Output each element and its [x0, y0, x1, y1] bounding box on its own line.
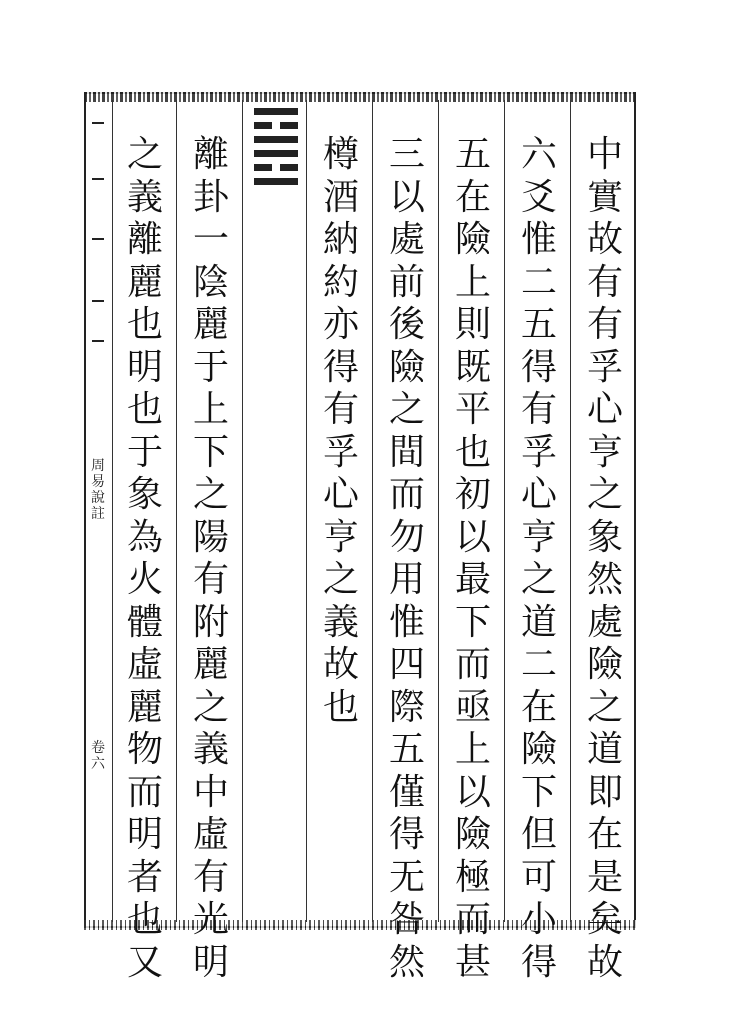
margin-mark: [92, 300, 104, 302]
text-column-3: [450, 134, 496, 984]
glyph: 之: [192, 474, 229, 515]
glyph: 于: [192, 346, 229, 388]
column-rule: [176, 100, 177, 922]
glyph: 險: [586, 644, 623, 685]
glyph: 既: [454, 346, 491, 388]
glyph: 有: [586, 261, 623, 303]
glyph: 義: [322, 601, 359, 643]
glyph: 後: [388, 304, 425, 345]
solid-line: [254, 108, 298, 115]
glyph: 孚: [586, 346, 623, 388]
glyph: 下: [454, 601, 491, 643]
margin-book-title: [88, 458, 108, 522]
glyph: 初: [454, 474, 491, 515]
glyph: 心: [586, 389, 623, 430]
glyph: 為: [126, 516, 163, 558]
column-rule: [504, 100, 505, 922]
glyph: 僅: [388, 771, 425, 813]
text-column-5: [318, 134, 364, 729]
glyph: 最: [454, 559, 491, 600]
glyph: 惟: [388, 601, 425, 643]
glyph: 道: [586, 729, 623, 770]
glyph: 之: [388, 389, 425, 430]
glyph: 即: [586, 771, 623, 813]
solid-line: [254, 150, 298, 157]
glyph: 亨: [520, 516, 557, 558]
glyph: 然: [388, 941, 425, 983]
glyph: 勿: [388, 516, 425, 558]
glyph: 得: [520, 346, 557, 388]
glyph: 義: [126, 176, 163, 218]
glyph: 惟: [520, 219, 557, 260]
glyph: 而: [388, 474, 425, 515]
glyph: 有: [192, 559, 229, 600]
glyph: 實: [586, 176, 623, 218]
glyph: 得: [520, 941, 557, 983]
glyph: 用: [388, 559, 425, 600]
solid-line: [254, 178, 298, 185]
glyph: 離: [192, 134, 229, 175]
glyph: 中: [192, 771, 229, 813]
glyph: 體: [126, 601, 163, 643]
margin-glyph: 周: [91, 458, 105, 474]
glyph: 以: [388, 176, 425, 218]
column-rule: [306, 100, 307, 922]
glyph: 在: [520, 686, 557, 728]
column-rule: [112, 100, 113, 922]
glyph: 而: [454, 899, 491, 940]
column-rule: [242, 100, 243, 922]
glyph: 也: [454, 431, 491, 473]
glyph: 五: [520, 304, 557, 345]
glyph: 亨: [322, 516, 359, 558]
glyph: 三: [388, 134, 425, 175]
text-column-6: [188, 134, 234, 984]
margin-mark: [92, 122, 104, 124]
glyph: 有: [322, 389, 359, 430]
glyph: 二: [520, 644, 557, 685]
glyph: 陽: [192, 516, 229, 558]
glyph: 之: [192, 686, 229, 728]
column-rule: [438, 100, 439, 922]
glyph: 道: [520, 601, 557, 643]
solid-line: [254, 136, 298, 143]
glyph: 甚: [454, 941, 491, 983]
glyph: 亟: [454, 686, 491, 728]
glyph: 險: [388, 346, 425, 388]
glyph: 矣: [586, 899, 623, 940]
hexagram-li-icon: [254, 108, 298, 185]
glyph: 而: [126, 771, 163, 813]
frame-top-border: [84, 92, 636, 102]
margin-glyph: 易: [91, 474, 105, 490]
broken-line: [254, 122, 298, 129]
glyph: 義: [192, 729, 229, 770]
glyph: 故: [586, 219, 623, 260]
glyph: 有: [192, 856, 229, 898]
glyph: 孚: [520, 431, 557, 473]
glyph: 五: [388, 729, 425, 770]
glyph: 小: [520, 899, 557, 940]
glyph: 處: [388, 219, 425, 260]
margin-glyph: 說: [91, 490, 105, 506]
glyph: 象: [126, 474, 163, 515]
glyph: 險: [520, 729, 557, 770]
glyph: 上: [454, 261, 491, 303]
glyph: 險: [454, 814, 491, 855]
broken-line: [254, 164, 298, 171]
glyph: 陰: [192, 261, 229, 303]
margin-page-label: [88, 740, 108, 772]
margin-glyph: 註: [91, 506, 105, 522]
glyph: 在: [454, 176, 491, 218]
glyph: 亦: [322, 304, 359, 345]
glyph: 前: [388, 261, 425, 303]
glyph: 之: [126, 134, 163, 175]
text-column-2: [516, 134, 562, 984]
glyph: 之: [520, 559, 557, 600]
glyph: 酒: [322, 176, 359, 218]
text-column-1: [582, 134, 628, 984]
glyph: 心: [322, 474, 359, 515]
glyph: 麗: [192, 644, 229, 685]
glyph: 故: [586, 941, 623, 983]
glyph: 之: [586, 686, 623, 728]
glyph: 明: [126, 346, 163, 388]
glyph: 故: [322, 644, 359, 685]
glyph: 以: [454, 771, 491, 813]
glyph: 之: [322, 559, 359, 600]
glyph: 虛: [192, 814, 229, 855]
glyph: 平: [454, 389, 491, 430]
glyph: 一: [192, 219, 229, 260]
glyph: 咎: [388, 899, 425, 940]
glyph: 也: [322, 686, 359, 728]
margin-mark: [92, 238, 104, 240]
glyph: 上: [192, 389, 229, 430]
glyph: 下: [192, 431, 229, 473]
glyph: 也: [126, 304, 163, 345]
glyph: 爻: [520, 176, 557, 218]
glyph: 也: [126, 899, 163, 940]
glyph: 得: [388, 814, 425, 855]
glyph: 處: [586, 601, 623, 643]
glyph: 麗: [126, 261, 163, 303]
margin-glyph: 卷: [91, 740, 105, 756]
glyph: 中: [586, 134, 623, 175]
glyph: 孚: [322, 431, 359, 473]
glyph: 而: [454, 644, 491, 685]
glyph: 約: [322, 261, 359, 303]
glyph: 際: [388, 686, 425, 728]
glyph: 納: [322, 219, 359, 260]
glyph: 得: [322, 346, 359, 388]
glyph: 間: [388, 431, 425, 473]
glyph: 于: [126, 431, 163, 473]
glyph: 可: [520, 856, 557, 898]
glyph: 然: [586, 559, 623, 600]
glyph: 是: [586, 856, 623, 898]
text-column-7: [122, 134, 168, 984]
glyph: 之: [586, 474, 623, 515]
glyph: 但: [520, 814, 557, 855]
glyph: 心: [520, 474, 557, 515]
glyph: 明: [126, 814, 163, 855]
glyph: 卦: [192, 176, 229, 218]
glyph: 附: [192, 601, 229, 643]
text-column-4: [384, 134, 430, 984]
column-rule: [372, 100, 373, 922]
glyph: 光: [192, 899, 229, 940]
glyph: 四: [388, 644, 425, 685]
glyph: 亨: [586, 431, 623, 473]
column-rule: [570, 100, 571, 922]
glyph: 五: [454, 134, 491, 175]
glyph: 離: [126, 219, 163, 260]
glyph: 虛: [126, 644, 163, 685]
glyph: 也: [126, 389, 163, 430]
glyph: 又: [126, 941, 163, 983]
margin-mark: [92, 178, 104, 180]
margin-glyph: 六: [91, 756, 105, 772]
glyph: 下: [520, 771, 557, 813]
glyph: 二: [520, 261, 557, 303]
glyph: 上: [454, 729, 491, 770]
glyph: 險: [454, 219, 491, 260]
margin-mark: [92, 340, 104, 342]
glyph: 火: [126, 559, 163, 600]
glyph: 在: [586, 814, 623, 855]
glyph: 麗: [192, 304, 229, 345]
glyph: 以: [454, 516, 491, 558]
glyph: 樽: [322, 134, 359, 175]
glyph: 則: [454, 304, 491, 345]
glyph: 物: [126, 729, 163, 770]
glyph: 无: [388, 856, 425, 898]
glyph: 極: [454, 856, 491, 898]
glyph: 象: [586, 516, 623, 558]
glyph: 有: [586, 304, 623, 345]
glyph: 麗: [126, 686, 163, 728]
glyph: 有: [520, 389, 557, 430]
glyph: 明: [192, 941, 229, 983]
glyph: 者: [126, 856, 163, 898]
glyph: 六: [520, 134, 557, 175]
